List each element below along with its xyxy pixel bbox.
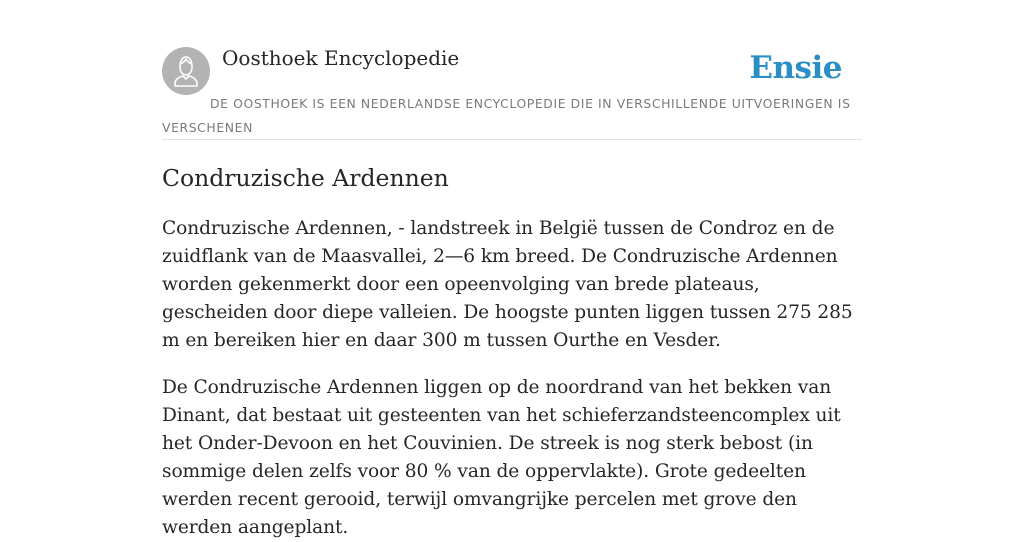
article-paragraph: Condruzische Ardennen, - landstreek in België tussen de Condroz en de zuidflank van de Maasvallei, 2—6 km breed. De Condruzische Ardennen worden gekenmerkt door een opeenvolging van brede plateaus, gescheiden door diepe valleien. De hoogste punten liggen tussen 275 285 m en bereiken hier en daar 300 m tussen Ourthe en Vesder.	[162, 218, 853, 351]
brand-logo[interactable]: Ensie	[749, 50, 842, 86]
article-paragraph: De Condruzische Ardennen liggen op de noordrand van het bekken van Dinant, dat bestaat uit gesteenten van het schieferzandsteencomplex uit het Onder-Devoon en het Couvinien. De streek is nog sterk bebost (in sommige delen zelfs voor 80 % van de oppervlakte). Grote gedeelten werden recent gerooid, terwijl omvangrijke percelen met grove den werden aangeplant.	[162, 377, 841, 538]
article-title: Condruzische Ardennen	[162, 164, 449, 192]
source-title[interactable]: Oosthoek Encyclopedie	[222, 46, 460, 70]
user-avatar-icon[interactable]	[162, 47, 210, 95]
article	[162, 160, 862, 542]
source-tagline: DE OOSTHOEK IS EEN NEDERLANDSE ENCYCLOPEDIE DIE IN VERSCHILLENDE UITVOERINGEN IS VERSCHENEN	[162, 96, 851, 135]
page-header	[162, 40, 862, 140]
